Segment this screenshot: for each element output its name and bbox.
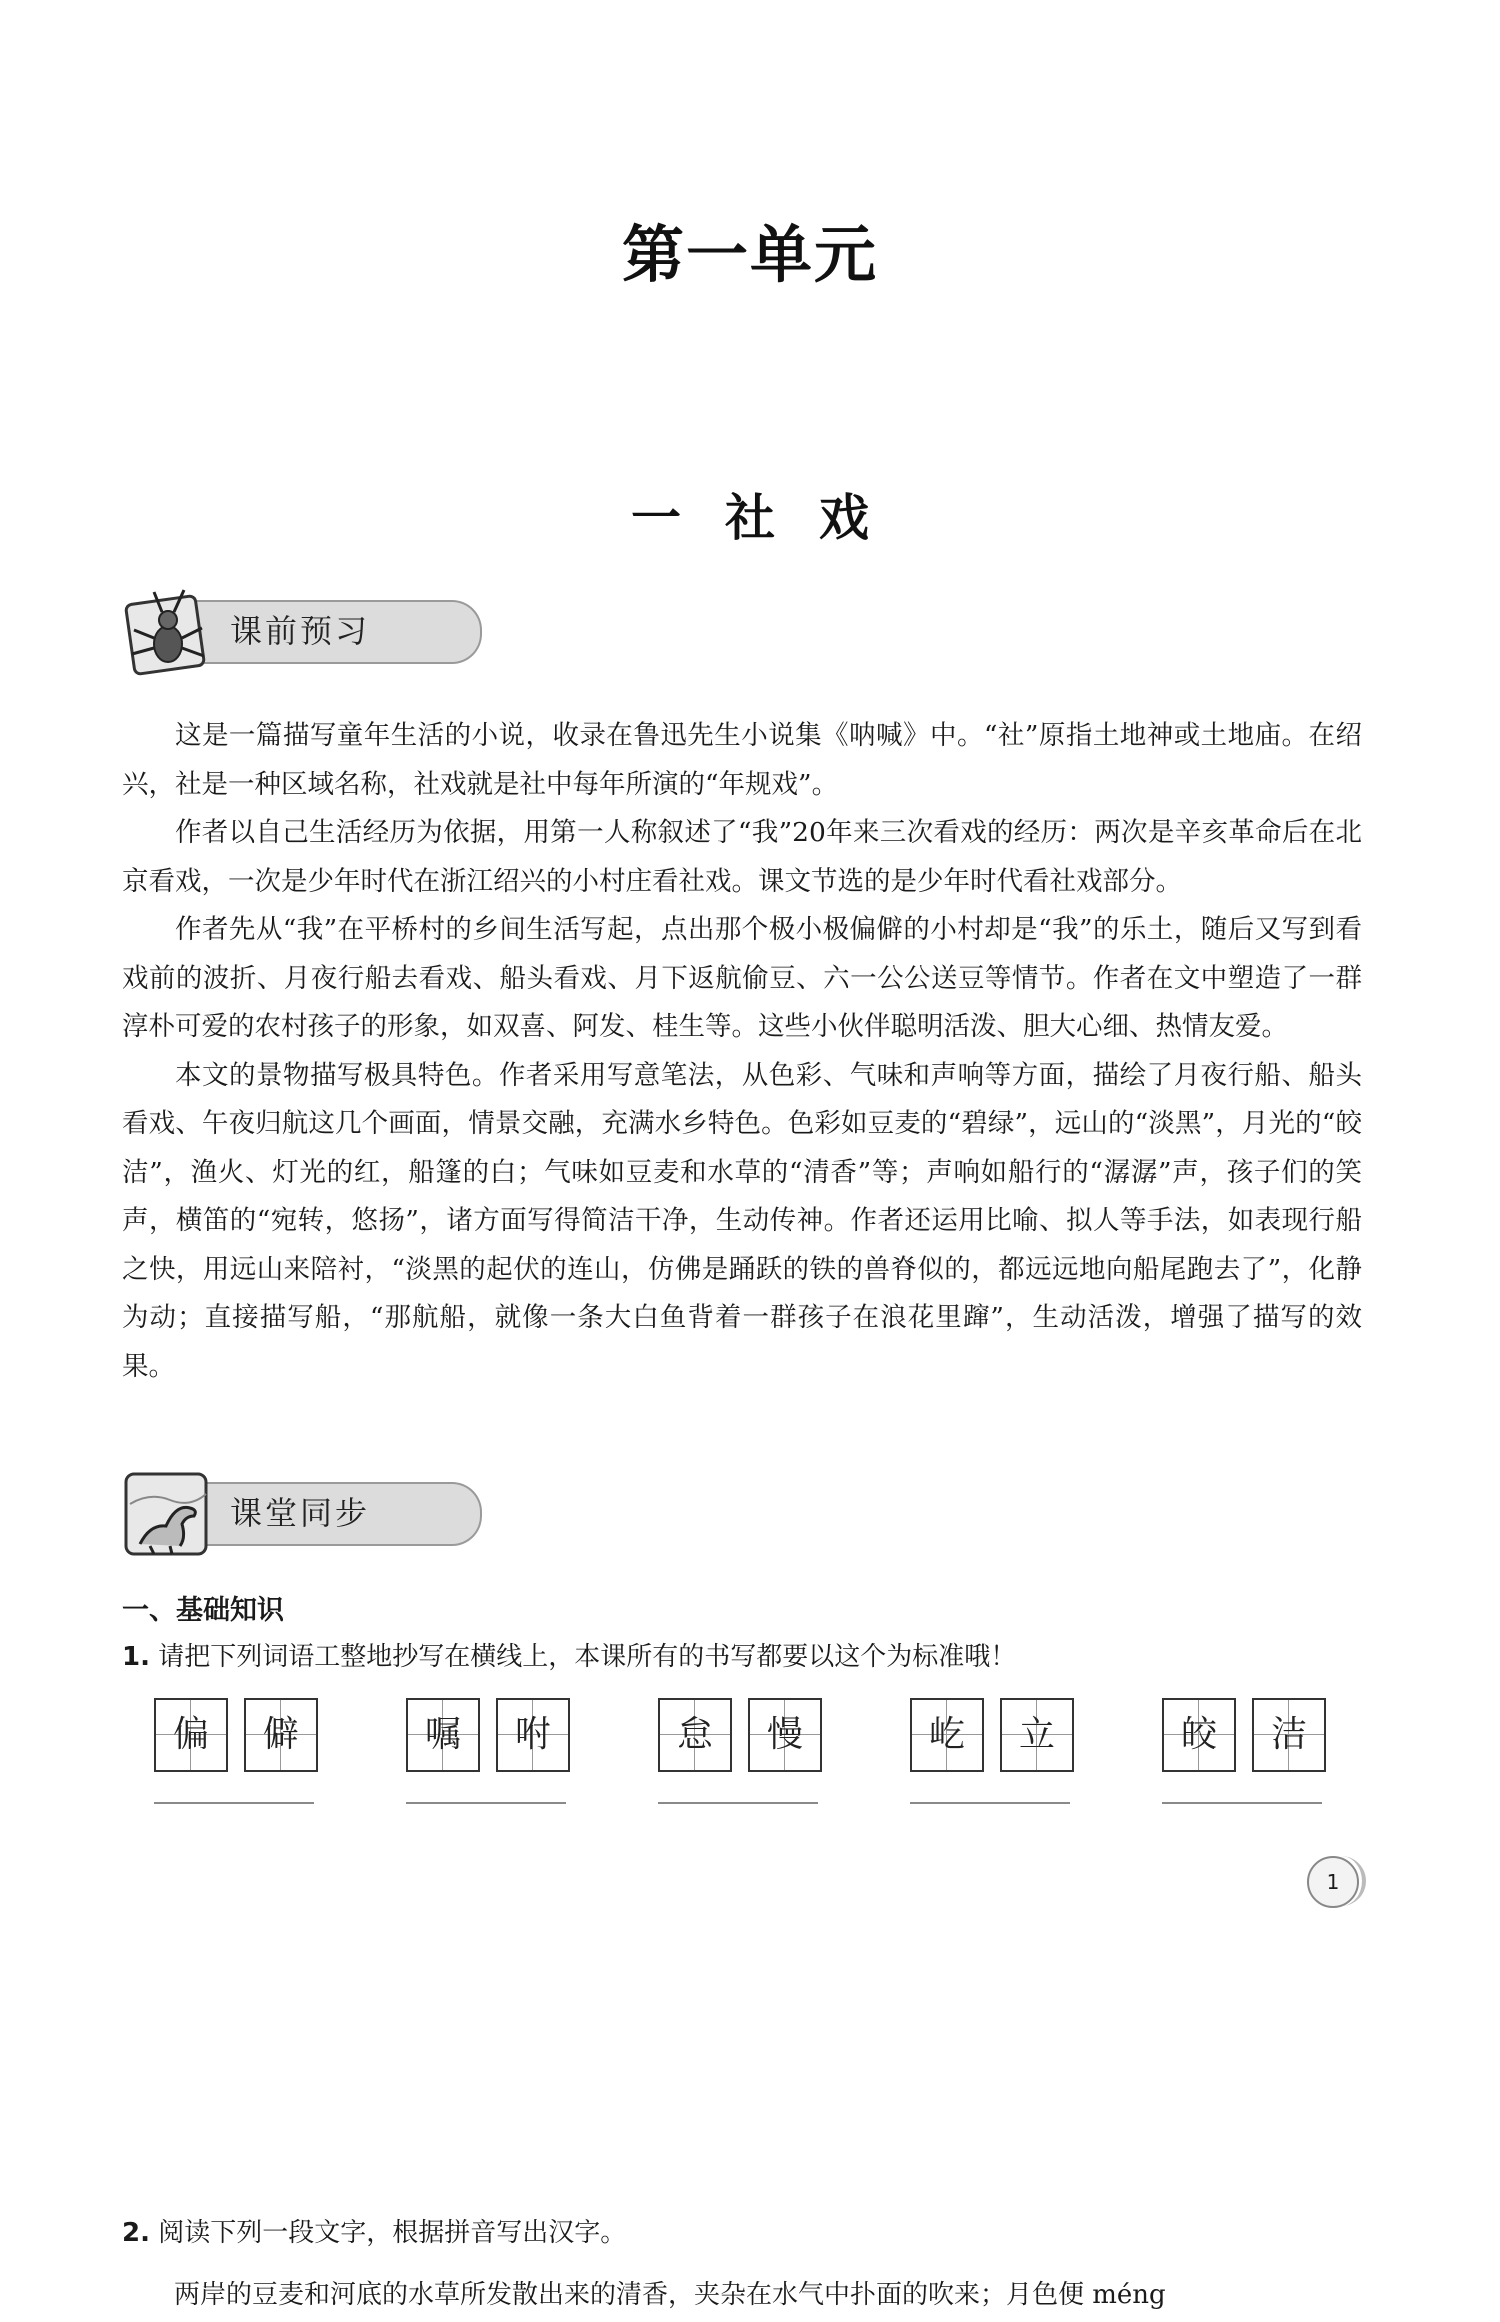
page-number: 1 — [1307, 1856, 1359, 1908]
ant-icon — [120, 582, 216, 678]
writing-line[interactable] — [910, 1802, 1070, 1804]
tianzige-box — [1252, 1698, 1326, 1772]
writing-line[interactable] — [1162, 1802, 1322, 1804]
section-label: 课前预习 — [230, 612, 371, 650]
writing-line[interactable] — [406, 1802, 566, 1804]
question-text: 阅读下列一段文字，根据拼音写出汉字。 — [158, 2218, 627, 2248]
tianzige-box — [658, 1698, 732, 1772]
question-number: 2. — [122, 2218, 150, 2248]
section-header-class — [120, 1460, 440, 1570]
model-character: 屹 — [928, 1714, 965, 1755]
lesson-number: 一 — [631, 489, 681, 547]
model-character: 嘱 — [424, 1714, 461, 1755]
tianzige-box — [910, 1698, 984, 1772]
model-character: 立 — [1018, 1714, 1055, 1755]
model-character: 僻 — [262, 1714, 299, 1755]
word-copy-row — [154, 1698, 1354, 1818]
preview-text — [122, 712, 1362, 1391]
question-1 — [122, 1636, 1016, 1673]
question-number: 1. — [122, 1642, 150, 1672]
tianzige-box — [406, 1698, 480, 1772]
subheading-basic-knowledge: 一、基础知识 — [122, 1595, 284, 1626]
dinosaur-icon — [120, 1464, 216, 1560]
question-2 — [122, 2212, 626, 2249]
model-character: 洁 — [1270, 1714, 1307, 1755]
model-character: 咐 — [514, 1714, 551, 1755]
writing-line[interactable] — [658, 1802, 818, 1804]
lesson-title-char-1: 社 — [725, 489, 775, 547]
section-header-preview — [120, 578, 440, 688]
unit-title: 第一单元 — [621, 218, 878, 291]
tianzige-box — [748, 1698, 822, 1772]
question-text: 请把下列词语工整地抄写在横线上，本课所有的书写都要以这个为标准哦！ — [158, 1642, 1017, 1672]
reading-passage: 两岸的豆麦和河底的水草所发散出来的清香，夹杂在水气中扑面的吹来；月色便 méng — [174, 2280, 1166, 2310]
tianzige-box — [1000, 1698, 1074, 1772]
paragraph: 作者以自己生活经历为依据，用第一人称叙述了“我”20年来三次看戏的经历：两次是辛亥革命后在北京看戏，一次是少年时代在浙江绍兴的小村庄看社戏。课文节选的是少年时代看社戏部分。 — [122, 817, 1362, 897]
tianzige-box — [244, 1698, 318, 1772]
model-character: 怠 — [676, 1714, 713, 1755]
tianzige-box — [1162, 1698, 1236, 1772]
lesson-title-char-2: 戏 — [819, 489, 869, 547]
model-character: 偏 — [172, 1714, 209, 1755]
tianzige-box — [154, 1698, 228, 1772]
paragraph: 本文的景物描写极具特色。作者采用写意笔法，从色彩、气味和声响等方面，描绘了月夜行船、船头看戏、午夜归航这几个画面，情景交融，充满水乡特色。色彩如豆麦的“碧绿”，远山的“淡黑”，月光的“皎洁”，渔火、灯光的红，船篷的白；气味如豆麦和水草的“清香”等；声响如船行的“潺潺”声，孩子们的笑声，横笛的“宛转，悠扬”，诸方面写得简洁干净，生动传神。作者还运用比喻、拟人等手法，如表现行船之快，用远山来陪衬，“淡黑的起伏的连山，仿佛是踊跃的铁的兽脊似的，都远远地向船尾跑去了”，化静为动；直接描写船，“那航船，就像一条大白鱼背着一群孩子在浪花里蹿”，生动活泼，增强了描写的效果。 — [122, 1059, 1362, 1382]
writing-line[interactable] — [154, 1802, 314, 1804]
section-label: 课堂同步 — [230, 1494, 371, 1532]
paragraph: 这是一篇描写童年生活的小说，收录在鲁迅先生小说集《呐喊》中。“社”原指土地神或土地庙。在绍兴，社是一种区域名称，社戏就是社中每年所演的“年规戏”。 — [122, 720, 1362, 800]
lesson-title — [0, 478, 1500, 550]
tianzige-box — [496, 1698, 570, 1772]
model-character: 慢 — [766, 1714, 803, 1755]
paragraph: 作者先从“我”在平桥村的乡间生活写起，点出那个极小极偏僻的小村却是“我”的乐土，随后又写到看戏前的波折、月夜行船去看戏、船头看戏、月下返航偷豆、六一公公送豆等情节。作者在文中塑造了一群淳朴可爱的农村孩子的形象，如双喜、阿发、桂生等。这些小伙伴聪明活泼、胆大心细、热情友爱。 — [122, 914, 1362, 1042]
model-character: 皎 — [1180, 1714, 1217, 1755]
